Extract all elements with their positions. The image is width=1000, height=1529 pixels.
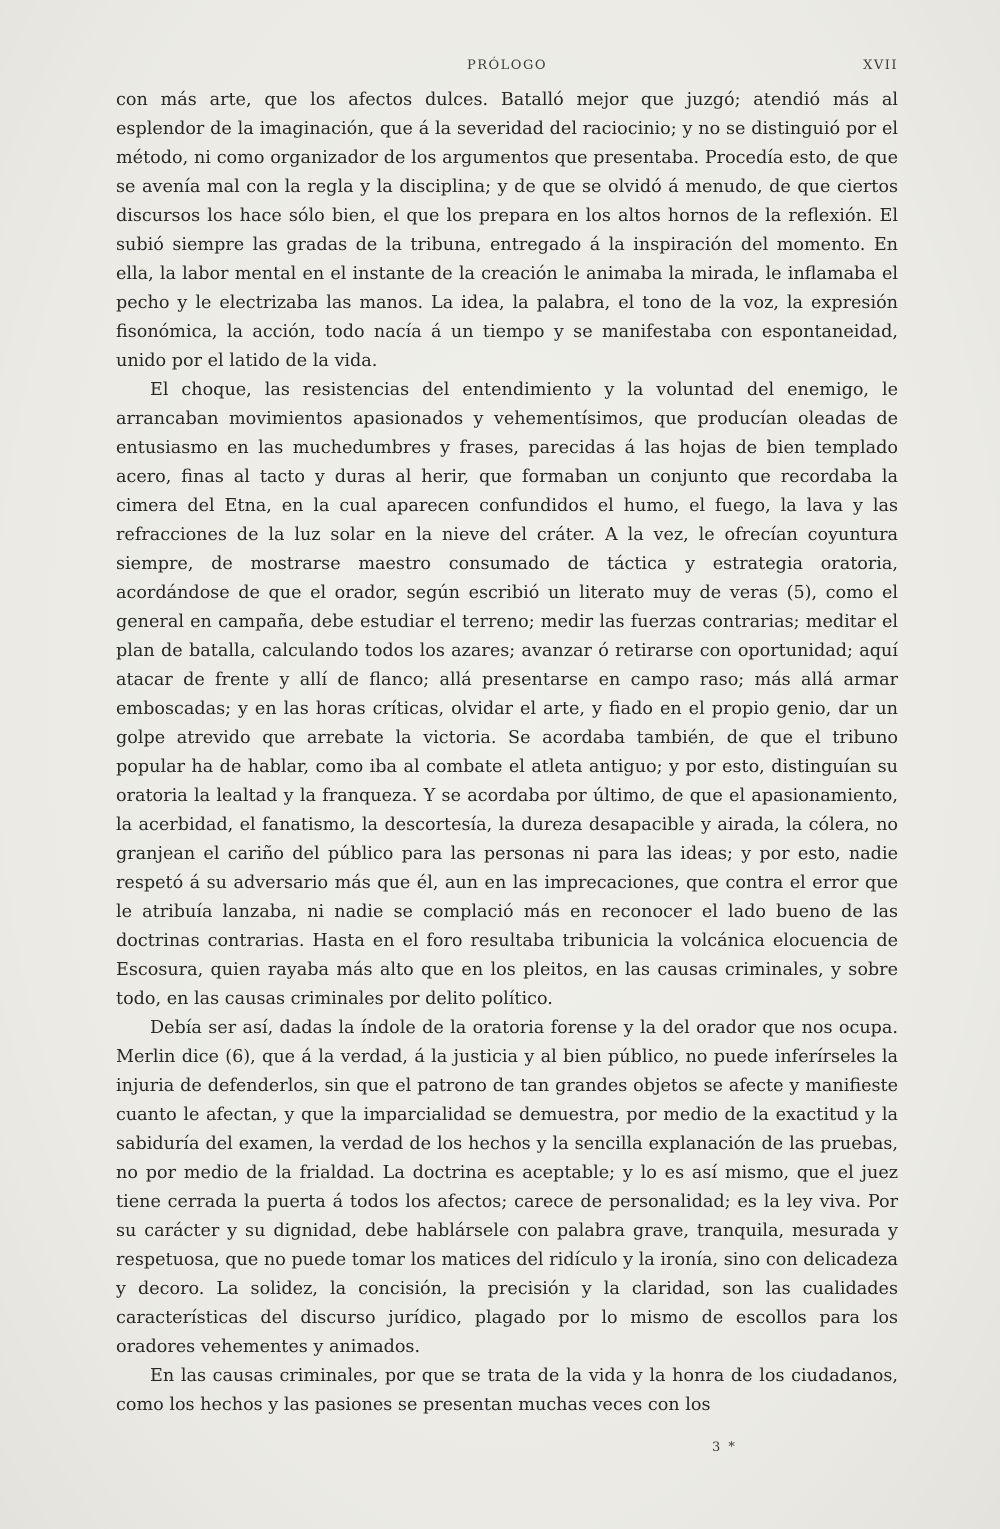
paragraph: Debía ser así, dadas la índole de la oratoria forense y la del orador que nos ocupa. Merlin dice (6), que á la verdad, á la justicia y al bien público, no puede inferírseles la injuria de defenderlos, sin que el patrono de tan grandes objetos se afecte y manifieste cuanto le afectan, y que la imparcialidad se demuestra, por medio de la exactitud y la sabiduría del examen, la verdad de los hechos y la sencilla explanación de las pruebas, no por medio de la frialdad. La doctrina es aceptable; y lo es así mismo, que el juez tiene cerrada la puerta á todos los afectos; carece de personalidad; es la ley viva. Por su carácter y su dignidad, debe hablársele con palabra grave, tranquila, mesurada y respetuosa, que no puede tomar los matices del ridículo y la ironía, sino con delicadeza y decoro. La solidez, la concisión, la precisión y la claridad, son las cualidades características del discurso jurídico, plagado por lo mismo de escollos para los oradores vehementes y animados. (116, 1018, 898, 1357)
paragraph-continuation: con más arte, que los afectos dulces. Batalló mejor que juzgó; atendió más al esplendor de la imaginación, que á la severidad del raciocinio; y no se distinguió por el método, ni como organizador de los argumentos que presentaba. Procedía esto, de que se avenía mal con la regla y la disciplina; y de que se olvidó á menudo, de que ciertos discursos los hace sólo bien, el que los prepara en los altos hornos de la reflexión. El subió siempre las gradas de la tribuna, entregado á la inspiración del momento. En ella, la labor mental en el instante de la creación le animaba la mirada, le inflamaba el pecho y le electrizaba las manos. La idea, la palabra, el tono de la voz, la expresión fisonómica, la acción, todo nacía á un tiempo y se manifestaba con espontaneidad, unido por el latido de la vida. (116, 90, 898, 371)
paragraph: En las causas criminales, por que se trata de la vida y la honra de los ciudadanos, como los hechos y las pasiones se presentan muchas veces con los (116, 1366, 898, 1415)
paragraph: El choque, las resistencias del entendimiento y la voluntad del enemigo, le arrancaban movimientos apasionados y vehementísimos, que producían oleadas de entusiasmo en las muchedumbres y frases, parecidas á las hojas de bien templado acero, finas al tacto y duras al herir, que formaban un conjunto que recordaba la cimera del Etna, en la cual aparecen confundidos el humo, el fuego, la lava y las refracciones de la luz solar en la nieve del cráter. A la vez, le ofrecían coyuntura siempre, de mostrarse maestro consumado de táctica y estrategia oratoria, acordándose de que el orador, según escribió un literato muy de veras (5), como el general en campaña, debe estudiar el terreno; medir las fuerzas contrarias; meditar el plan de batalla, calculando todos los azares; avanzar ó retirarse con oportunidad; aquí atacar de frente y allí de flanco; allá presentarse en campo raso; más allá armar emboscadas; y en las horas críticas, olvidar el arte, y fiado en el propio genio, dar un golpe atrevido que arrebate la victoria. Se acordaba también, de que el tribuno popular ha de hablar, como iba al combate el atleta antiguo; y por esto, distinguían su oratoria la lealtad y la franqueza. Y se acordaba por último, de que el apasionamiento, la acerbidad, el fanatismo, la descortesía, la dureza desapacible y airada, la cólera, no granjean el cariño del público para las personas ni para las ideas; y por esto, nadie respetó á su adversario más que él, aun en las imprecaciones, que contra el error que le atribuía lanzaba, ni nadie se complació más en reconocer el lado bueno de las doctrinas contrarias. Hasta en el foro resultaba tribunicia la volcánica elocuencia de Escosura, quien rayaba más alto que en los pleitos, en las causas criminales, y sobre todo, en las causas criminales por delito político. (116, 380, 898, 1009)
page-header (116, 52, 898, 86)
signature-mark: 3 * (712, 1440, 737, 1455)
body-text (116, 86, 898, 1420)
page-number: XVII (863, 58, 898, 73)
running-head: PRÓLOGO (466, 58, 548, 73)
